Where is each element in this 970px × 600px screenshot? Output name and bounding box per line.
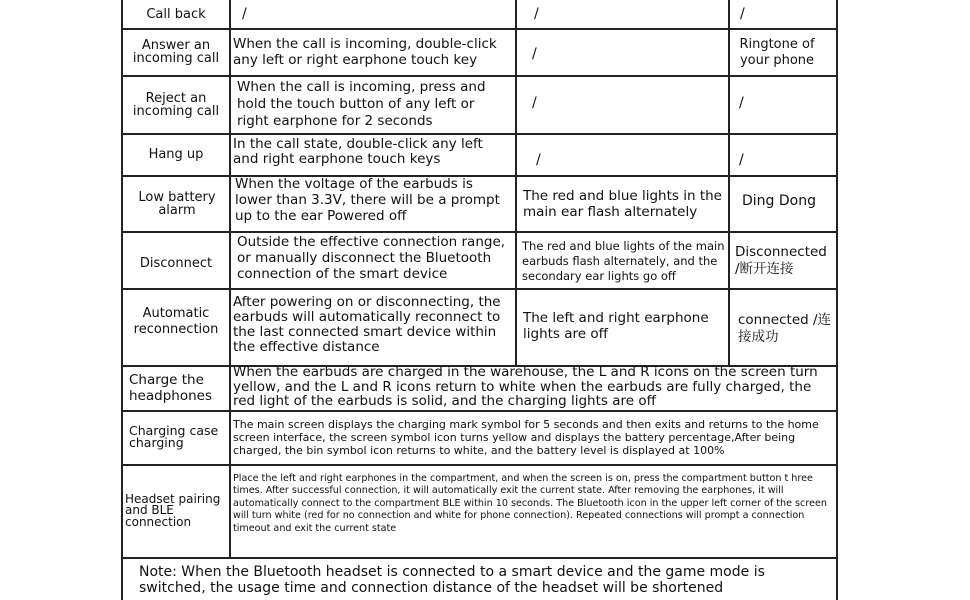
indicator-cell: /	[536, 152, 541, 168]
row-divider	[121, 557, 837, 559]
function-cell: Charging case charging	[129, 422, 219, 450]
prompt-cell: connected /连接成功	[738, 312, 832, 345]
function-cell: Reject an incoming call	[132, 90, 220, 119]
description-cell: When the earbuds are charged in the warehouse, the L and R icons on the screen turn yellow, and the L and R icons return to white when the earbuds are fully charged, the red light of the earbuds is solid, and the charging lights are off	[233, 364, 818, 410]
description-cell: The main screen displays the charging mark symbol for 5 seconds and then exits and returns to the home screen interface, the screen symbol icon turns yellow and displays the battery percentage,After being charged, the bin symbol icon returns to white, and the battery level is displayed at 100%	[233, 417, 819, 457]
table-border-right	[836, 0, 838, 600]
operation-cell: After powering on or disconnecting, the earbuds will automatically reconnect to the last connected smart device within the effective distance	[233, 294, 501, 355]
function-cell: Headset pairing and BLE connection	[125, 491, 221, 529]
prompt-cell: /	[739, 94, 744, 111]
function-cell: Low battery alarm	[138, 190, 216, 218]
indicator-cell: /	[532, 46, 537, 62]
operation-cell: Outside the effective connection range, or manually disconnect the Bluetooth connection of the smart device	[237, 234, 506, 282]
indicator-cell: The left and right earphone lights are off	[523, 310, 709, 342]
indicator-cell: The red and blue lights in the main ear flash alternately	[523, 188, 722, 220]
operation-cell: When the call is incoming, double-click any left or right earphone touch key	[233, 36, 497, 68]
operation-cell: When the voltage of the earbuds is lower than 3.3V, there will be a prompt up to the ear Powered off	[235, 176, 500, 224]
function-cell: Answer an incoming call	[132, 38, 220, 66]
operation-cell: In the call state, double-click any left and right earphone touch keys	[233, 136, 483, 167]
description-cell: Place the left and right earphones in the compartment, and when the screen is on, press the compartment button t hree times. After successful connection, it will automatically exit the current state. After removing the earphones, it will automatically connect to the compartment BLE within 10 seconds. The Bluetooth icon in the upper left corner of the screen will turn white (red for no connection and white for phone connection). Repeated connections will prompt a connection timeout and exit the current state	[233, 472, 827, 534]
prompt-cell: /	[740, 6, 745, 22]
indicator-cell: /	[534, 6, 539, 22]
function-cell: Charge the headphones	[129, 372, 212, 404]
function-cell: Hang up	[148, 147, 204, 162]
function-cell: Call back	[146, 6, 206, 22]
footer-note: Note: When the Bluetooth headset is connected to a smart device and the game mode is switched, the usage time and connection distance of the headset will be shortened	[139, 564, 765, 596]
operation-cell: /	[242, 6, 247, 22]
prompt-cell: Ringtone of your phone	[739, 37, 815, 68]
operation-cell: When the call is incoming, press and hold the touch button of any left or right earphone for 2 seconds	[237, 79, 486, 129]
function-cell: Disconnect	[139, 255, 213, 271]
prompt-cell: /	[739, 152, 744, 168]
indicator-cell: The red and blue lights of the main earbuds flash alternately, and the secondary ear lights go off	[522, 238, 725, 283]
prompt-cell: Disconnected /断开连接	[735, 244, 827, 277]
indicator-cell: /	[532, 94, 537, 111]
function-cell: Automatic reconnection	[133, 306, 219, 337]
prompt-cell: Ding Dong	[742, 192, 816, 209]
